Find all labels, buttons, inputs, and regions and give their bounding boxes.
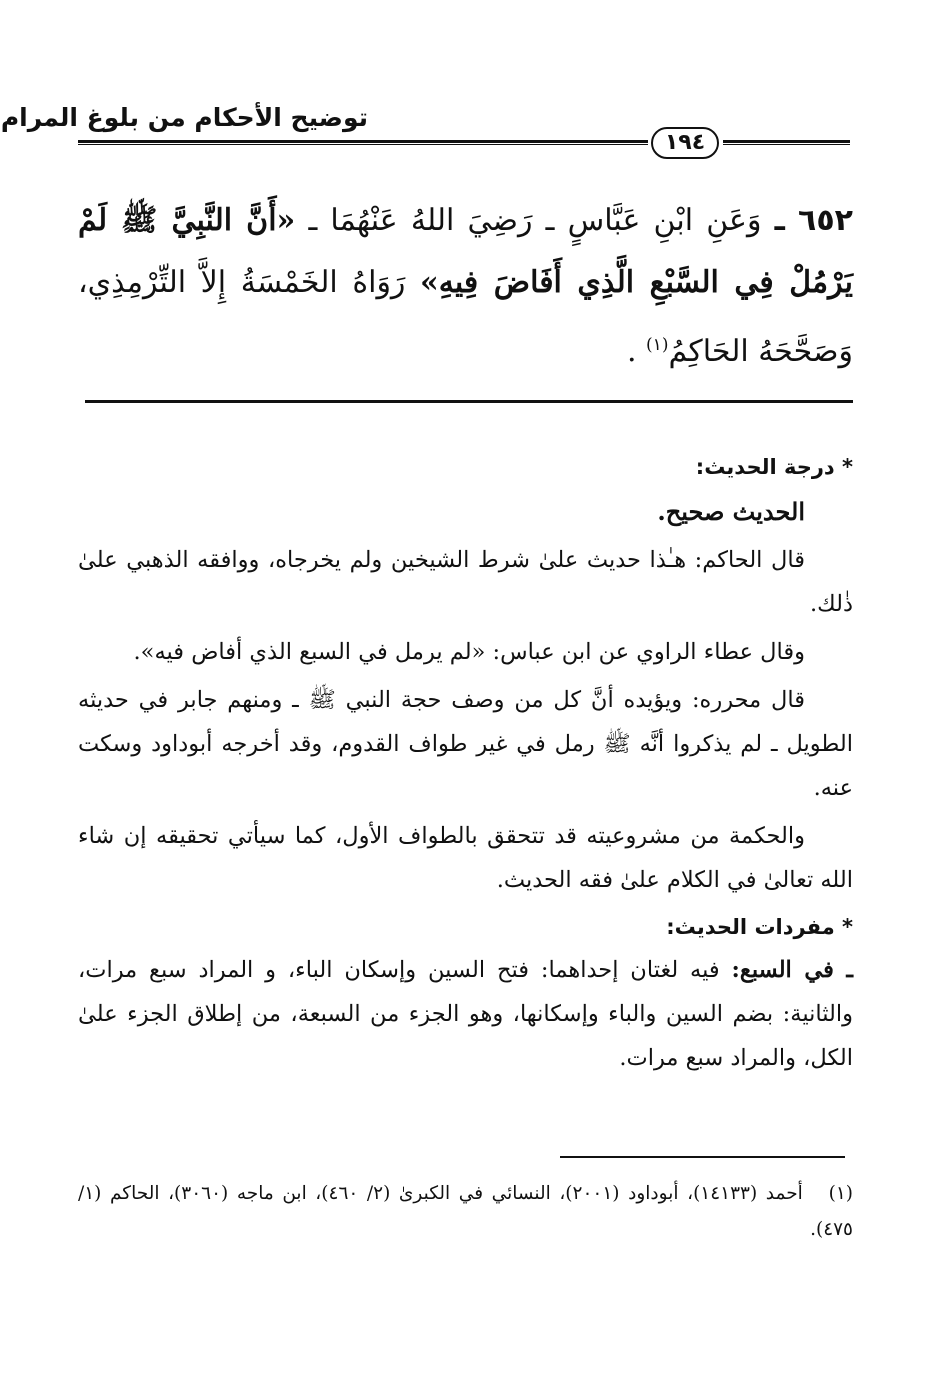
grade-verdict: الحديث صحيح. (657, 497, 805, 526)
hadith-text (78, 190, 853, 383)
vocab-term: ـ في السبع: (731, 957, 853, 983)
page-number: ١٩٤ (651, 127, 719, 159)
section-divider (85, 400, 853, 403)
hadith-narrator: وَعَنِ ابْنِ عَبَّاسٍ ـ رَضِيَ اللهُ عَنْهُمَا ـ (308, 203, 762, 238)
grade-paragraph: قال الحاكم: هـٰذا حديث علىٰ شرط الشيخين ولم يخرجاه، ووافقه الذهبي علىٰ ذٰلك. (78, 547, 853, 617)
hadith-end: . (626, 334, 637, 369)
header-rule-left (78, 140, 648, 145)
commentary (78, 446, 853, 1080)
hadith-number: ٦٥٢ (798, 203, 853, 238)
grade-paragraph: وقال عطاء الراوي عن ابن عباس: «لم يرمل في السبع الذي أفاض فيه». (133, 639, 805, 665)
footnote-marker: (١) (828, 1183, 853, 1204)
vocab-heading: * مفردات الحديث: (666, 915, 853, 939)
grade-heading: * درجة الحديث: (695, 455, 853, 479)
vocab-definition: فيه لغتان إحداهما: فتح السين وإسكان الباء، و المراد سبع مرات، والثانية: بضم السين والباء وإسكانها، وهو الجزء من السبعة، من إطلاق الجزء علىٰ الكل، والمراد سبع مرات. (78, 957, 853, 1071)
header-rule-right (723, 140, 850, 145)
hadith-quote: «أَنَّ النَّبِيَّ ﷺ لَمْ يَرْمُلْ فِي السَّبْعِ الَّذِي أَفَاضَ فِيهِ» (78, 203, 853, 300)
hadith-source: رَوَاهُ الخَمْسَةُ إِلاَّ التِّرْمِذِي، وَصَحَّحَهُ الحَاكِمُ (78, 265, 853, 369)
vocab-entry (78, 948, 853, 1080)
book-title: توضيح الأحكام من بلوغ المرام (0, 103, 368, 132)
grade-paragraph: قال محرره: ويؤيده أنَّ كل من وصف حجة النبي ﷺ ـ ومنهم جابر في حديثه الطويل ـ لم يذكروا أنَّه ﷺ رمل في غير طواف القدوم، وقد أخرجه أبوداود وسكت عنه. (78, 687, 853, 801)
footnote-reference: (١) (646, 335, 669, 355)
footnote-text: أحمد (١٤١٣٣)، أبوداود (٢٠٠١)، النسائي في الكبرىٰ (٢/ ٤٦٠)، ابن ماجه (٣٠٦٠)، الحاكم (١/ ٤٧٥). (78, 1183, 853, 1240)
footnote (78, 1176, 853, 1248)
grade-paragraph: والحكمة من مشروعيته قد تتحقق بالطواف الأول، كما سيأتي تحقيقه إن شاء الله تعالىٰ في الكلام علىٰ فقه الحديث. (78, 823, 853, 893)
hadith-number-dash: ـ (774, 203, 785, 238)
footnote-rule (560, 1156, 845, 1158)
